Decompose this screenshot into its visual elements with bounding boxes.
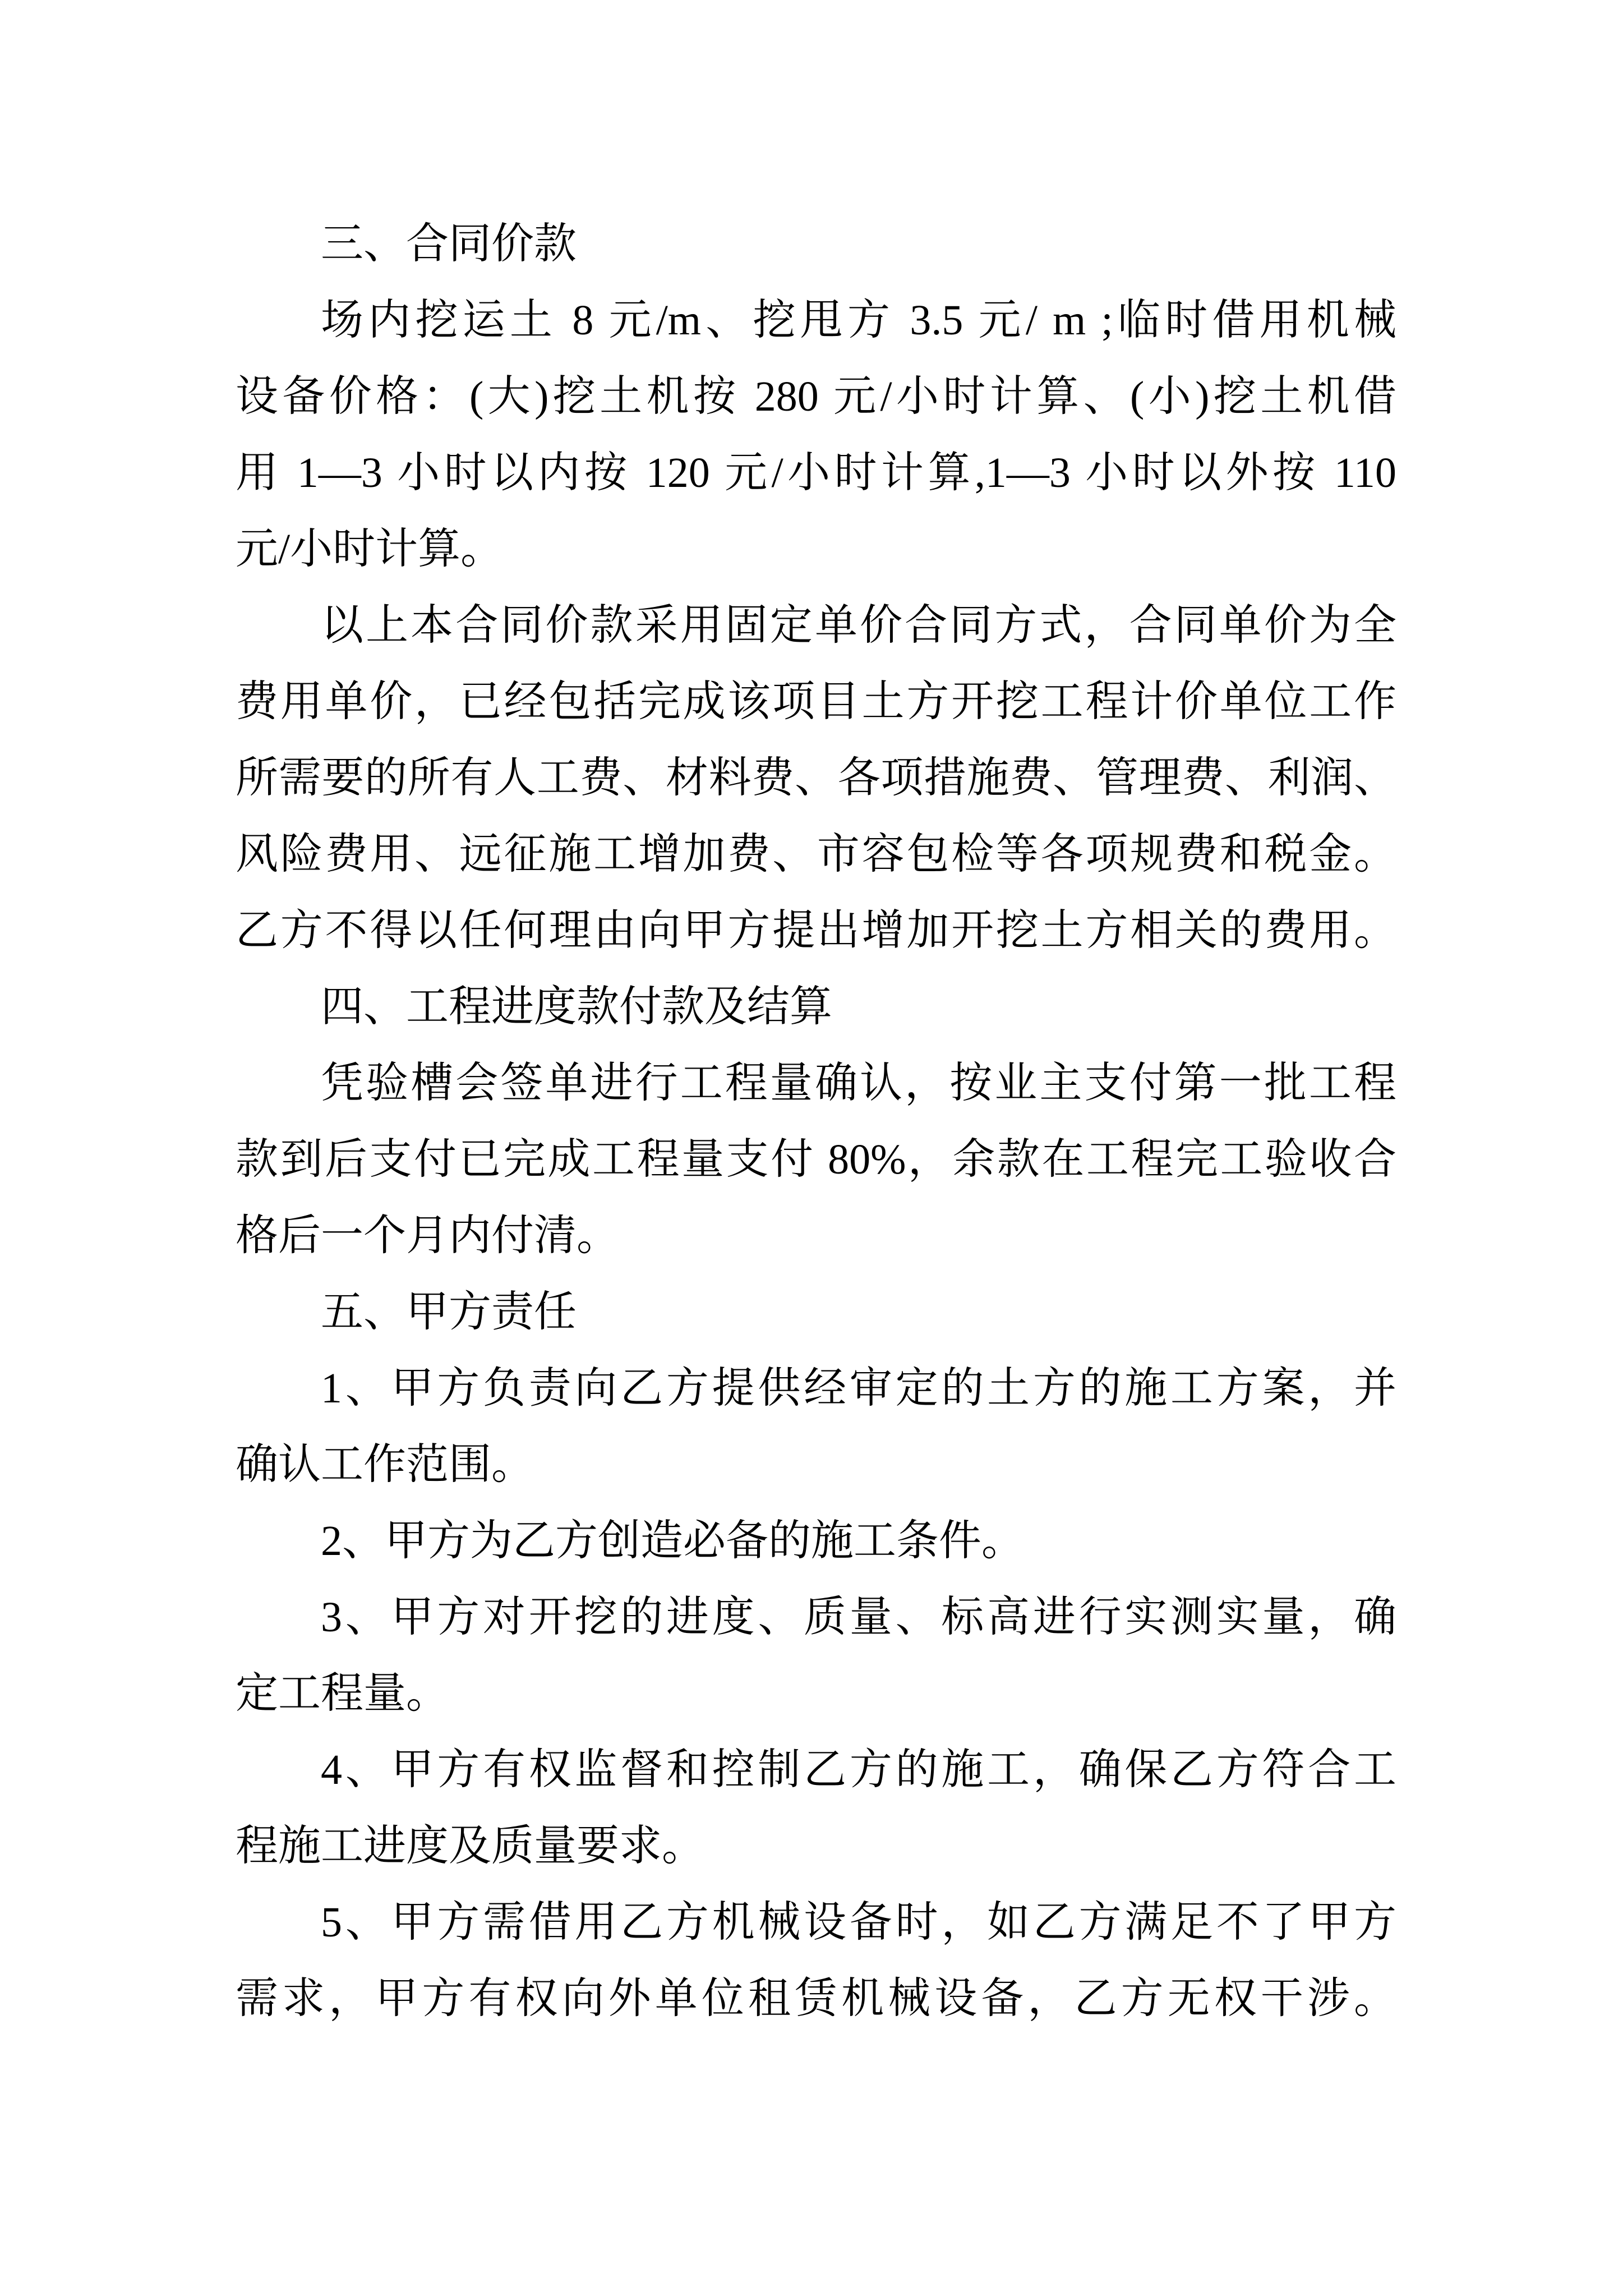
text-line: 5、甲方需借用乙方机械设备时，如乙方满足不了甲方 [321,1899,1396,1946]
text-line: 以上本合同价款采用固定单价合同方式，合同单价为全 [321,602,1396,649]
text-line: 所需要的所有人工费、材料费、各项措施费、管理费、利润、 [236,754,1396,802]
text-line: 乙方不得以任何理由向甲方提出增加开挖土方相关的费用。 [236,907,1396,954]
text-line: 1、甲方负责向乙方提供经审定的土方的施工方案，并 [321,1365,1396,1412]
text-line: 4、甲方有权监督和控制乙方的施工，确保乙方符合工 [321,1746,1396,1793]
text-line: 三、合同价款 [321,220,577,268]
text-line: 设备价格：(大)挖土机按 280 元/小时计算、(小)挖土机借 [236,373,1396,420]
text-line: 格后一个月内付清。 [236,1212,619,1259]
text-line: 确认工作范围。 [236,1441,534,1488]
text-line: 凭验槽会签单进行工程量确认，按业主支付第一批工程 [321,1060,1396,1107]
text-line: 费用单价，已经包括完成该项目土方开挖工程计价单位工作 [236,678,1396,725]
text-line: 3、甲方对开挖的进度、质量、标高进行实测实量，确 [321,1594,1396,1641]
text-line: 程施工进度及质量要求。 [236,1823,704,1870]
text-line: 需求，甲方有权向外单位租赁机械设备，乙方无权干涉。 [236,1975,1396,2022]
text-line: 元/小时计算。 [236,526,504,573]
text-line: 四、工程进度款付款及结算 [321,983,832,1030]
text-line: 用 1—3 小时以内按 120 元/小时计算,1—3 小时以外按 110 [236,449,1396,496]
text-line: 款到后支付已完成工程量支付 80%，余款在工程完工验收合 [236,1136,1396,1183]
text-line: 风险费用、远征施工增加费、市容包检等各项规费和税金。 [236,831,1396,878]
text-line: 2、甲方为乙方创造必备的施工条件。 [321,1517,1024,1565]
text-line: 定工程量。 [236,1670,449,1717]
text-line: 场内挖运土 8 元/m、挖甩方 3.5 元/ m ;临时借用机械 [321,297,1396,344]
text-line: 五、甲方责任 [321,1289,577,1336]
document-content [236,206,1396,2037]
